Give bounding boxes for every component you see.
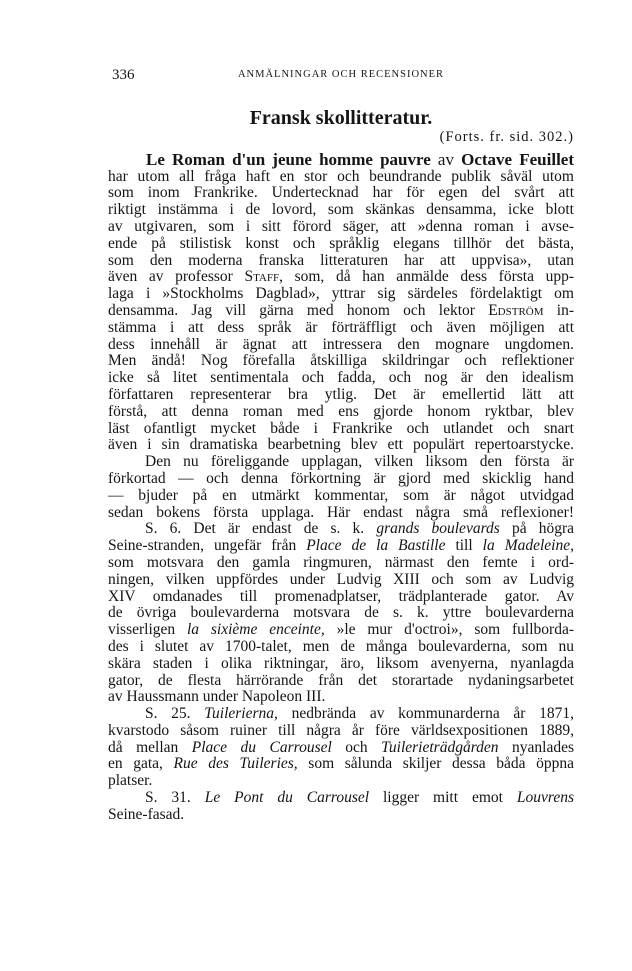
text-run: icke så litet sentimentala och fadda, och nog är den idealism [108,369,574,387]
text-run: förkortad — och denna förkortning är gjord med skicklig hand [108,469,574,487]
text-run: och [331,738,382,756]
paragraph [108,790,574,824]
text-run: nyanlades [498,738,574,756]
text-run: , som, då han anmälde dess första upp- [279,268,574,286]
text-line [108,807,574,824]
text-line [108,622,574,639]
text-line [108,589,574,606]
italic-phrase: Le Pont du Carrousel [204,789,370,807]
italic-phrase: grands boulevards [376,520,500,538]
text-run: Seine-stranden, ungefär från [108,537,307,555]
italic-phrase: la Madeleine, [482,537,574,555]
text-run: Den nu föreliggande upplagan, vilken liksom den första är [145,453,574,471]
text-line [108,303,574,320]
text-run: Men ändå! Nog förefalla åtskilliga skildringar och reflektioner [108,352,574,370]
text-run: ningen, vilken uppfördes under Ludvig XIII och som av Ludvig [108,570,574,588]
text-run: skära staden i olika riktningar, äro, liksom avenyerna, nyanlagda [108,654,574,672]
text-line [108,773,574,790]
italic-phrase: Rue des Tuileries, [173,755,298,773]
text-run: S. 31. [145,789,205,807]
text-line [108,488,574,505]
article-title: Fransk skollitteratur. [249,107,433,129]
text-line [108,706,574,723]
text-line [108,723,574,740]
running-head: ANMÄLNINGAR OCH RECENSIONER [237,69,445,80]
text-line [108,790,574,807]
text-line [108,169,574,186]
book-author: Octave Feuillet [461,150,575,169]
text-run: S. 25. [145,705,205,723]
text-run: till [445,537,483,555]
text-line [108,521,574,538]
text-run: — bjuder på en utmärkt kommentar, som är något utvidgad [108,486,574,504]
book-title: Le Roman d'un jeune homme pauvre [146,150,431,169]
text-line [108,538,574,555]
review-heading [108,151,574,168]
text-run: dess innehåll är ägnat att intressera den mognare ungdomen. [108,335,574,353]
text-line [108,353,574,370]
text-line [108,605,574,622]
text-run: Seine-fasad. [108,805,185,823]
text-run: en gata, [108,755,174,773]
text-run: laga i »Stockholms Dagblad», yttrar sig särdeles fördelaktigt om [108,285,574,303]
text-line [108,219,574,236]
text-run: riktigt instämma i de lovord, som skänkas densamma, icke blott [108,201,574,219]
review-body [108,169,574,824]
paragraph [108,454,574,521]
text-run: på högra [499,520,574,538]
italic-phrase: Tuilerierna, [204,705,278,723]
page-number: 336 [112,67,135,83]
continuation-note: (Forts. fr. sid. 302.) [439,129,574,145]
small-caps-name: Staff [244,268,280,286]
text-line [108,505,574,522]
text-run: platser. [108,772,153,790]
text-line [108,639,574,656]
text-run: läst ofantligt mycket både i Frankrike och utlandet och snart [108,419,574,437]
text-run: som sålunda skiljer dessa båda öppna [297,755,574,773]
text-run: då mellan [108,738,192,756]
text-run: in- [543,301,575,319]
text-run: kvarstodo såsom ruiner till några år före världsexpositionen 1889, [108,721,574,739]
text-run: gator, de flesta härrörande från det storartade nydaningsarbetet [108,671,574,689]
text-line [108,286,574,303]
italic-phrase: Tuilerieträdgården [381,738,499,756]
text-line [108,673,574,690]
text-line [108,337,574,354]
italic-phrase: la sixième enceinte, [187,621,325,639]
text-line [108,689,574,706]
paragraph [108,169,574,455]
text-run: XIV omdanades till promenadplatser, trädplanterade gator. Av [108,587,574,605]
text-line [108,421,574,438]
text-line [108,404,574,421]
text-line [108,387,574,404]
text-run: som inom Frankrike. Undertecknad har för egen del svårt att [108,184,574,202]
text-run: stämma i att dess språk är förträffligt och även möjligen att [108,318,574,336]
text-line [108,202,574,219]
text-run: förstå, att denna roman med ens gjorde honom ryktbar, blev [108,402,574,420]
page-header [108,66,574,84]
italic-phrase: Place de la Bastille [306,537,446,555]
text-run: har utom all fråga haft en stor och beundrande publik såväl utom [108,167,574,185]
text-line [108,320,574,337]
italic-phrase: Louvrens [516,789,574,807]
text-run: av Haussmann under Napoleon III. [108,688,326,706]
text-line [108,370,574,387]
text-run: densamma. Jag vill gärna med honom och lektor [108,301,489,319]
text-run: även av professor [108,268,245,286]
text-line [108,236,574,253]
text-line [108,253,574,270]
text-line [108,454,574,471]
text-line [108,555,574,572]
paragraph [108,706,574,790]
text-run: som motsvara den gamla ringmuren, närmast den femte i ord- [108,553,574,571]
text-run: de övriga boulevarderna motsvara de s. k. yttre boulevarderna [108,604,574,622]
text-run: S. 6. Det är endast de s. k. [145,520,377,538]
small-caps-name: Edström [488,301,544,319]
text-run: som den moderna franska litteraturen har att uppvisa», utan [108,251,574,269]
text-run: ligger mitt emot [369,789,517,807]
text-line [108,572,574,589]
text-run: av utgivaren, som i sitt förord säger, att »denna roman i avse- [108,217,574,235]
text-run: des i slutet av 1700-talet, men de många boulevarderna, som nu [108,637,574,655]
text-line [108,437,574,454]
text-run: författaren representerar bra ytlig. Det är emellertid lätt att [108,385,574,403]
text-run: även i sin dramatiska bearbetning blev ett populärt repertoarstycke. [108,436,574,454]
text-run: visserligen [108,621,187,639]
by-word: av [437,150,454,169]
text-run: sedan bokens första upplaga. Här endast några små reflexioner! [108,503,574,521]
text-line [108,656,574,673]
text-run: nedbrända av kommunarderna år 1871, [277,705,574,723]
text-line [108,740,574,757]
text-line [108,269,574,286]
text-line [108,471,574,488]
text-run: »le mur d'octroi», som fullborda- [324,621,574,639]
text-line [108,756,574,773]
italic-phrase: Place du Carrousel [191,738,332,756]
paragraph [108,521,574,706]
text-line [108,185,574,202]
text-run: ende på stilistisk konst och språklig elegans tillhör det bästa, [108,234,574,252]
